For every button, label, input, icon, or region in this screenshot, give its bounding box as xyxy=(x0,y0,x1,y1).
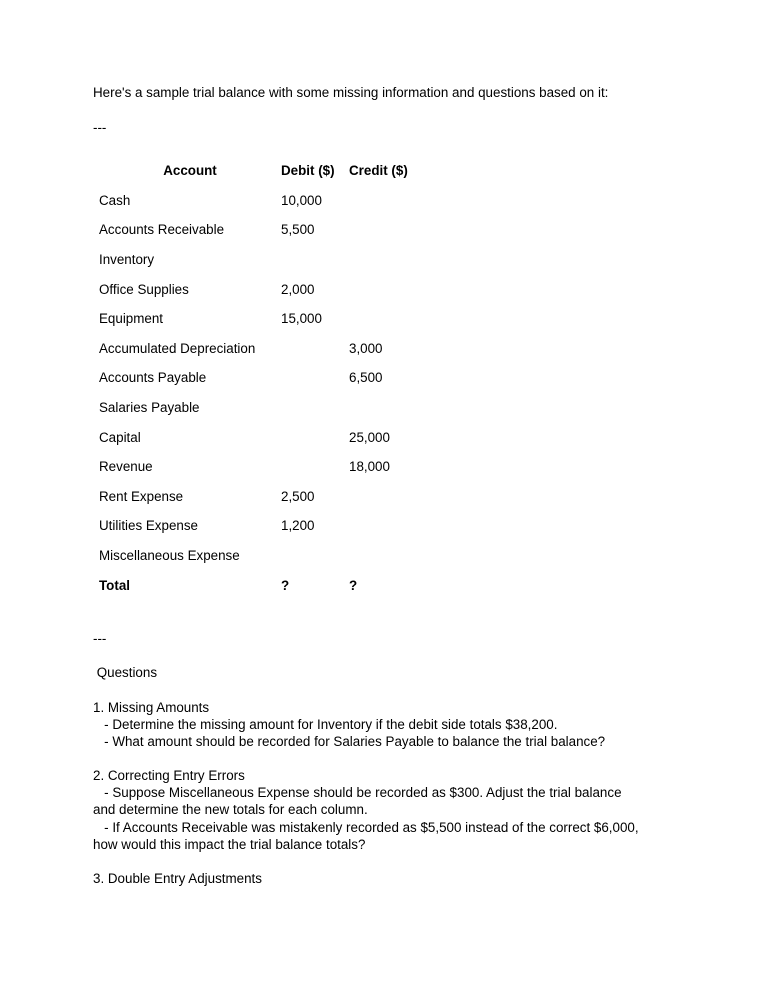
debit-cell: 5,500 xyxy=(281,222,315,238)
debit-cell xyxy=(281,541,349,571)
credit-cell: 6,500 xyxy=(349,370,383,386)
question-2-title: 2. Correcting Entry Errors xyxy=(93,768,245,783)
question-2a-line2: and determine the new totals for each column. xyxy=(93,802,368,817)
credit-cell: 18,000 xyxy=(349,459,390,475)
credit-cell xyxy=(349,274,429,304)
table-row xyxy=(93,304,429,334)
debit-cell xyxy=(281,422,349,452)
debit-cell xyxy=(281,334,349,364)
separator-top: --- xyxy=(93,120,107,135)
credit-cell xyxy=(349,245,429,275)
debit-cell: 2,000 xyxy=(281,281,315,297)
header-debit: Debit ($) xyxy=(281,163,335,179)
account-cell: Utilities Expense xyxy=(99,518,198,534)
table-row xyxy=(93,452,429,482)
total-label: Total xyxy=(99,577,130,593)
debit-cell xyxy=(281,393,349,423)
account-cell: Accumulated Depreciation xyxy=(99,340,256,356)
account-cell: Accounts Receivable xyxy=(99,222,225,238)
credit-cell: 3,000 xyxy=(349,340,383,356)
header-credit: Credit ($) xyxy=(349,163,408,179)
table-row xyxy=(93,186,429,216)
question-3-title: 3. Double Entry Adjustments xyxy=(93,871,262,886)
credit-cell xyxy=(349,541,429,571)
header-account: Account xyxy=(163,163,217,179)
credit-cell xyxy=(349,393,429,423)
questions-heading: Questions xyxy=(93,665,158,680)
debit-cell xyxy=(281,245,349,275)
table-header-row xyxy=(93,156,429,186)
account-cell: Salaries Payable xyxy=(99,400,200,416)
table-row xyxy=(93,422,429,452)
debit-cell xyxy=(281,363,349,393)
table-row xyxy=(93,274,429,304)
account-cell: Capital xyxy=(99,429,141,445)
debit-cell xyxy=(281,452,349,482)
debit-cell: 10,000 xyxy=(281,192,322,208)
question-2a-line1: - Suppose Miscellaneous Expense should be recorded as $300. Adjust the trial balance xyxy=(93,785,622,800)
credit-cell xyxy=(349,304,429,334)
separator-bottom: --- xyxy=(93,631,107,646)
debit-cell: 1,200 xyxy=(281,518,315,534)
account-cell: Office Supplies xyxy=(99,281,189,297)
question-2b-line2: how would this impact the trial balance totals? xyxy=(93,837,366,852)
credit-cell xyxy=(349,186,429,216)
table-row xyxy=(93,541,429,571)
credit-cell xyxy=(349,215,429,245)
question-1a: - Determine the missing amount for Inventory if the debit side totals $38,200. xyxy=(93,717,558,732)
trial-balance-table xyxy=(93,156,429,600)
debit-cell: 15,000 xyxy=(281,311,322,327)
credit-cell xyxy=(349,511,429,541)
question-1b: - What amount should be recorded for Salaries Payable to balance the trial balance? xyxy=(93,734,606,749)
table-row xyxy=(93,482,429,512)
table-row xyxy=(93,393,429,423)
credit-cell xyxy=(349,482,429,512)
total-debit: ? xyxy=(281,577,290,593)
account-cell: Rent Expense xyxy=(99,488,184,504)
question-2b-line1: - If Accounts Receivable was mistakenly recorded as $5,500 instead of the correct $6,000, xyxy=(93,820,639,835)
table-row xyxy=(93,511,429,541)
account-cell: Miscellaneous Expense xyxy=(99,548,240,564)
question-1-title: 1. Missing Amounts xyxy=(93,700,210,715)
account-cell: Cash xyxy=(99,192,131,208)
table-row xyxy=(93,334,429,364)
table-row xyxy=(93,245,429,275)
account-cell: Inventory xyxy=(99,252,155,268)
account-cell: Equipment xyxy=(99,311,164,327)
debit-cell: 2,500 xyxy=(281,488,315,504)
account-cell: Revenue xyxy=(99,459,153,475)
table-row xyxy=(93,215,429,245)
intro-text: Here's a sample trial balance with some missing information and questions based on it: xyxy=(93,85,609,100)
account-cell: Accounts Payable xyxy=(99,370,207,386)
total-row xyxy=(93,570,429,600)
total-credit: ? xyxy=(349,577,358,593)
credit-cell: 25,000 xyxy=(349,429,390,445)
table-row xyxy=(93,363,429,393)
